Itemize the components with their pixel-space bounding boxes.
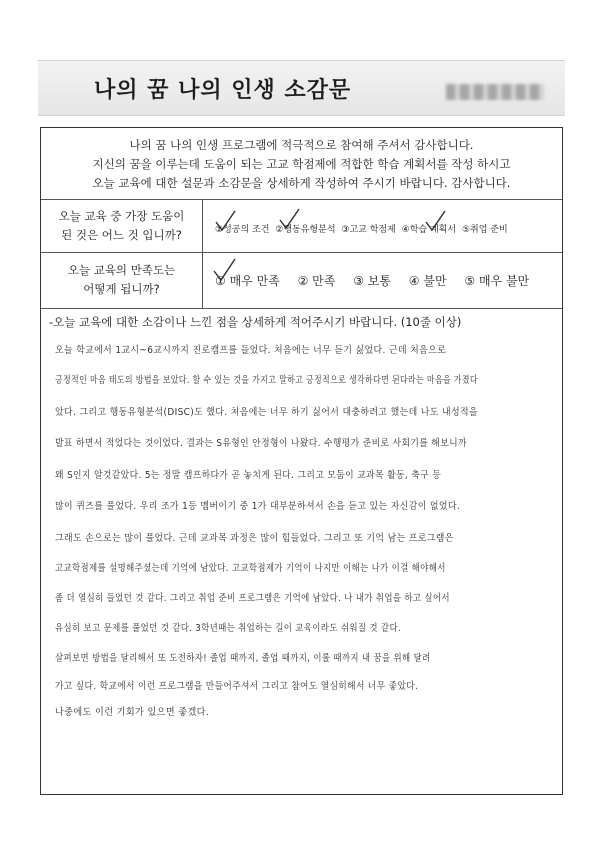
handwritten-line: 았다. 그리고 행동유형분석(DISC)도 했다. 처음에는 너무 하기 싫어서 대충하려고 했는데 나도 내성적을 xyxy=(55,407,478,418)
handwritten-line: 살펴보면 방법을 달리해서 또 도전하자! 졸업 때까지, 졸업 때까지, 이룰 때까지 내 꿈을 위해 달려 xyxy=(55,653,431,664)
question-label-line: 오늘 교육의 만족도는 xyxy=(67,263,176,277)
checkmark-icon xyxy=(211,256,239,284)
option-very-satisfied[interactable]: ① 매우 만족 xyxy=(215,274,280,288)
handwritten-line: 유심히 보고 문제를 풀었던 것 같다. 3학년때는 취업하는 길이 교육이라도 쉬워질 것 같다. xyxy=(55,623,401,634)
handwritten-line: 고교학점제를 설명해주셨는데 기억에 남았다. 고교학점제가 기억이 나지만 이해는 나가 이걸 해야해서 xyxy=(55,563,446,574)
question-satisfaction xyxy=(41,252,562,309)
question-label-line: 된 것은 어느 것 입니까? xyxy=(61,228,182,242)
handwritten-line: 왜 S인지 알것같았다. 5는 정말 캠프하다가 곧 놓치게 된다. 그리고 모둠이 교과목 활동, 축구 등 xyxy=(55,470,442,481)
handwritten-line: 발표 하면서 적었다는 것이었다. 결과는 S유형인 안정형이 나왔다. 수행평가 준비로 사회기를 해보니까 xyxy=(55,438,467,449)
option-study-plan[interactable]: ④학습 계획서 xyxy=(401,225,457,235)
question-label-line: 오늘 교육 중 가장 도움이 xyxy=(58,209,185,223)
question-label xyxy=(41,200,203,252)
option-list xyxy=(215,272,543,289)
checkmark-icon xyxy=(277,206,303,232)
handwritten-line: 가고 싶다. 학교에서 이런 프로그램을 만들어주셔서 그리고 참여도 열심히해서 너무 좋았다. xyxy=(55,681,419,692)
handwritten-line: 긍정적인 마음 태도의 방법을 보았다. 할 수 있는 것을 가지고 말하고 긍정적으로 생각하다면 된다라는 마음을 가졌다 xyxy=(55,375,478,386)
option-behavior-analysis[interactable]: ②행동유형분석 xyxy=(275,225,336,235)
handwritten-line: 많이 퀴즈를 풀었다. 우리 조가 1등 멤버이기 중 1가 대부분하셔서 손을 듣고 있는 자신감이 없었다. xyxy=(55,501,461,512)
handwritten-line: 오늘 학교에서 1교시~6교시까지 진로캠프를 들었다. 처음에는 너무 듣기 싫었다. 근데 처음으로 xyxy=(55,345,447,356)
title-banner xyxy=(38,60,565,116)
option-job-prep[interactable]: ⑤취업 준비 xyxy=(461,225,508,235)
intro-line: 지신의 꿈을 이루는데 도움이 되는 고교 학점제에 적합한 학습 계획서를 작성 하시고 xyxy=(92,157,511,171)
handwritten-line: 그래도 손으로는 많이 풀었다. 근데 교과목 과정은 많이 힘들었다. 그리고 또 기억 남는 프로그램은 xyxy=(55,533,454,544)
option-very-dissatisfied[interactable]: ⑤ 매우 불만 xyxy=(464,274,530,288)
option-neutral[interactable]: ③ 보통 xyxy=(353,274,391,288)
question-most-helpful xyxy=(41,200,562,253)
redacted-name xyxy=(446,84,544,100)
intro-line: 나의 꿈 나의 인생 프로그램에 적극적으로 참여해 주셔서 감사합니다. xyxy=(129,138,474,152)
handwritten-line: 좀 더 열심히 들었던 것 같다. 그리고 취업 준비 프로그램은 기억에 남았다. 나 내가 취업을 하고 싶어서 xyxy=(55,593,450,604)
question-label-line: 어떻게 됩니까? xyxy=(83,282,160,296)
option-dissatisfied[interactable]: ④ 불만 xyxy=(408,274,447,288)
option-list xyxy=(215,222,511,235)
intro-text xyxy=(41,128,562,200)
option-satisfied[interactable]: ② 만족 xyxy=(297,274,336,288)
checkmark-icon xyxy=(213,208,239,234)
essay-prompt: -오늘 교육에 대한 소감이나 느낀 점을 상세하게 적어주시기 바랍니다. (10줄 이상) xyxy=(49,315,462,329)
option-success-conditions[interactable]: ①성공의 조건 xyxy=(215,225,270,235)
question-label xyxy=(41,252,203,308)
handwritten-line: 나중에도 이런 기회가 있으면 좋겠다. xyxy=(55,707,210,718)
option-credit-system[interactable]: ③고교 학점제 xyxy=(341,225,396,235)
page-title: 나의 꿈 나의 인생 소감문 xyxy=(94,78,352,103)
checkmark-icon xyxy=(423,208,449,234)
intro-line: 오늘 교육에 대한 설문과 소감문을 상세하게 작성하여 주시기 바랍니다. 감사합니다. xyxy=(92,176,511,190)
survey-form xyxy=(40,127,563,795)
